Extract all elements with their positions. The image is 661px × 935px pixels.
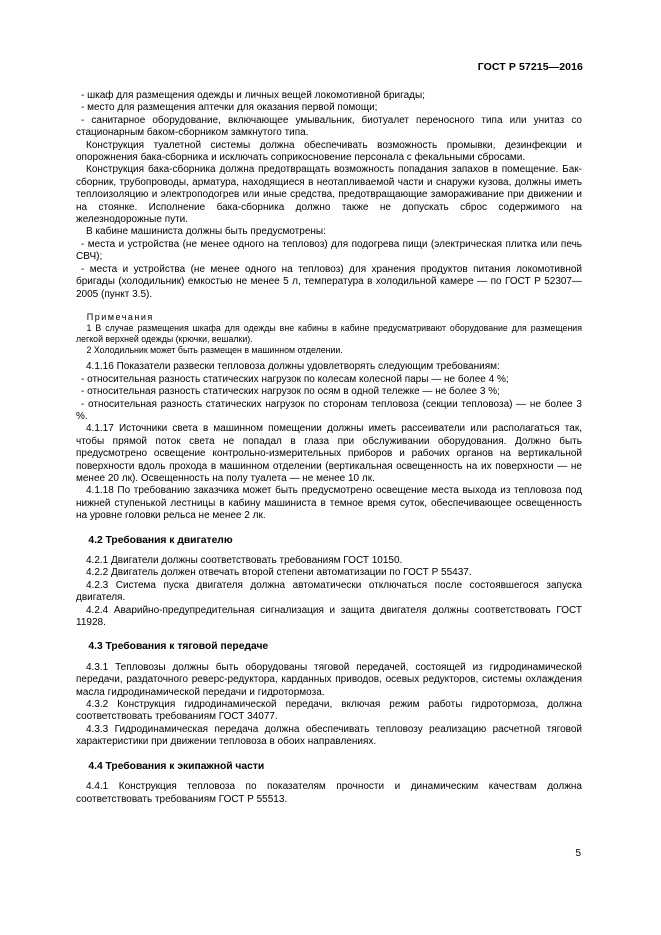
paragraph: - относительная разность статических нагрузок по осям в одной тележке — не более 3 %; <box>81 386 500 398</box>
paragraph: - шкаф для размещения одежды и личных вещей локомотивной бригады; <box>81 90 425 101</box>
notes-title: Примечания <box>86 311 154 322</box>
paragraph: 4.2.2 Двигатель должен отвечать второй степени автоматизации по ГОСТ Р 55437. <box>86 567 472 579</box>
paragraph: Конструкция туалетной системы должна обеспечивать возможность промывки, дезинфекции и опорожнения бака-сборника и исключать соприкосновение персонала с фекальными сбросами. <box>76 139 582 164</box>
paragraph: 4.2.1 Двигатели должны соответствовать требованиям ГОСТ 10150. <box>86 555 403 566</box>
paragraph: - санитарное оборудование, включающее умывальник, биотуалет переносного типа или унитаз со стационарным баком-сборником замкнутого типа. <box>76 114 582 139</box>
paragraph: 4.3.3 Гидродинамическая передача должна обеспечивать тепловозу реализацию расчетной тяговой характеристики при движении тепловоза в обоих направлениях. <box>76 723 582 748</box>
paragraph: В кабине машиниста должны быть предусмотрены: <box>86 226 326 238</box>
note-item: 2 Холодильник может быть размещен в машинном отделении. <box>86 345 343 356</box>
section-heading: 4.4 Требования к экипажной части <box>88 760 265 772</box>
section-heading: 4.2 Требования к двигателю <box>88 534 233 546</box>
paragraph: - относительная разность статических нагрузок по сторонам тепловоза (секции тепловоза) — не более 3 %. <box>76 398 582 422</box>
paragraph: - места и устройства (не менее одного на тепловоз) для хранения продуктов питания локомотивной бригады (холодильник) емкостью не менее 5 л, температура в холодильной камере — по ГОСТ Р 52307—2005 (пункт 3.5). <box>76 263 582 300</box>
paragraph: - место для размещения аптечки для оказания первой помощи; <box>81 102 378 114</box>
paragraph: - относительная разность статических нагрузок по колесам колесной пары — не более 4 %; <box>81 373 509 385</box>
paragraph: 4.2.3 Система пуска двигателя должна автоматически отключаться после состоявшегося запуска двигателя. <box>76 579 582 604</box>
note-item: 1 В случае размещения шкафа для одежды вне кабины в кабине предусматривают оборудование для размещения легкой верхней одежды (крючки, вешалки). <box>76 323 582 345</box>
paragraph: - места и устройства (не менее одного на тепловоз) для подогрева пищи (электрическая плитка или печь СВЧ); <box>76 238 582 263</box>
paragraph: 4.1.17 Источники света в машинном помещении должны иметь рассеиватели или располагаться так, чтобы прямой поток света не попадал в глаза при обслуживании оборудования. Должно быть предусмотрено освещение контрольно-измерительных приборов и рабочих органов на вертикальной поверхности вдоль прохода в машинном отделении (вертикальная освещенность на их поверхности — не менее 20 лк). Освещенность на полу туалета — не менее 10 лк. <box>76 423 582 484</box>
paragraph: Конструкция бака-сборника должна предотвращать возможность попадания запахов в помещение. Бак-сборник, трубопроводы, арматура, находящиеся в неотапливаемой части и снаружи кузова, должны иметь теплоизоляцию и электроподогрев или иные средства, предотвращающие замораживание при движении и на стоянке. Исполнение бака-сборника должно также не допускать сброс содержимого на железнодорожные пути. <box>76 164 582 226</box>
paragraph: 4.1.18 По требованию заказчика может быть предусмотрено освещение места выхода из тепловоза под нижней ступенькой лестницы в кабину машиниста в темное время суток, обеспечивающее освещенность на уровне головки рельса не менее 2 лк. <box>76 485 582 522</box>
paragraph: 4.2.4 Аварийно-предупредительная сигнализация и защита двигателя должны соответствовать ГОСТ 11928. <box>76 604 582 629</box>
page-number: 5 <box>575 848 581 859</box>
document-body <box>76 90 582 806</box>
section-heading: 4.3 Требования к тяговой передаче <box>88 641 269 653</box>
standard-header: ГОСТ Р 57215—2016 <box>477 61 583 73</box>
paragraph: 4.3.2 Конструкция гидродинамической передачи, включая режим работы гидротормоза, должна соответствовать требованиям ГОСТ 34077. <box>76 699 582 723</box>
paragraph: 4.4.1 Конструкция тепловоза по показателям прочности и динамическим качествам должна соответствовать требованиям ГОСТ Р 55513. <box>76 781 582 805</box>
paragraph: 4.3.1 Тепловозы должны быть оборудованы тяговой передачей, состоящей из гидродинамической передачи, раздаточного реверс-редуктора, карданных приводов, осевых редукторов, системы охлаждения масла гидродинамической передачи и гидротормоза. <box>76 661 582 698</box>
paragraph: 4.1.16 Показатели развески тепловоза должны удовлетворять следующим требованиям: <box>86 361 500 373</box>
